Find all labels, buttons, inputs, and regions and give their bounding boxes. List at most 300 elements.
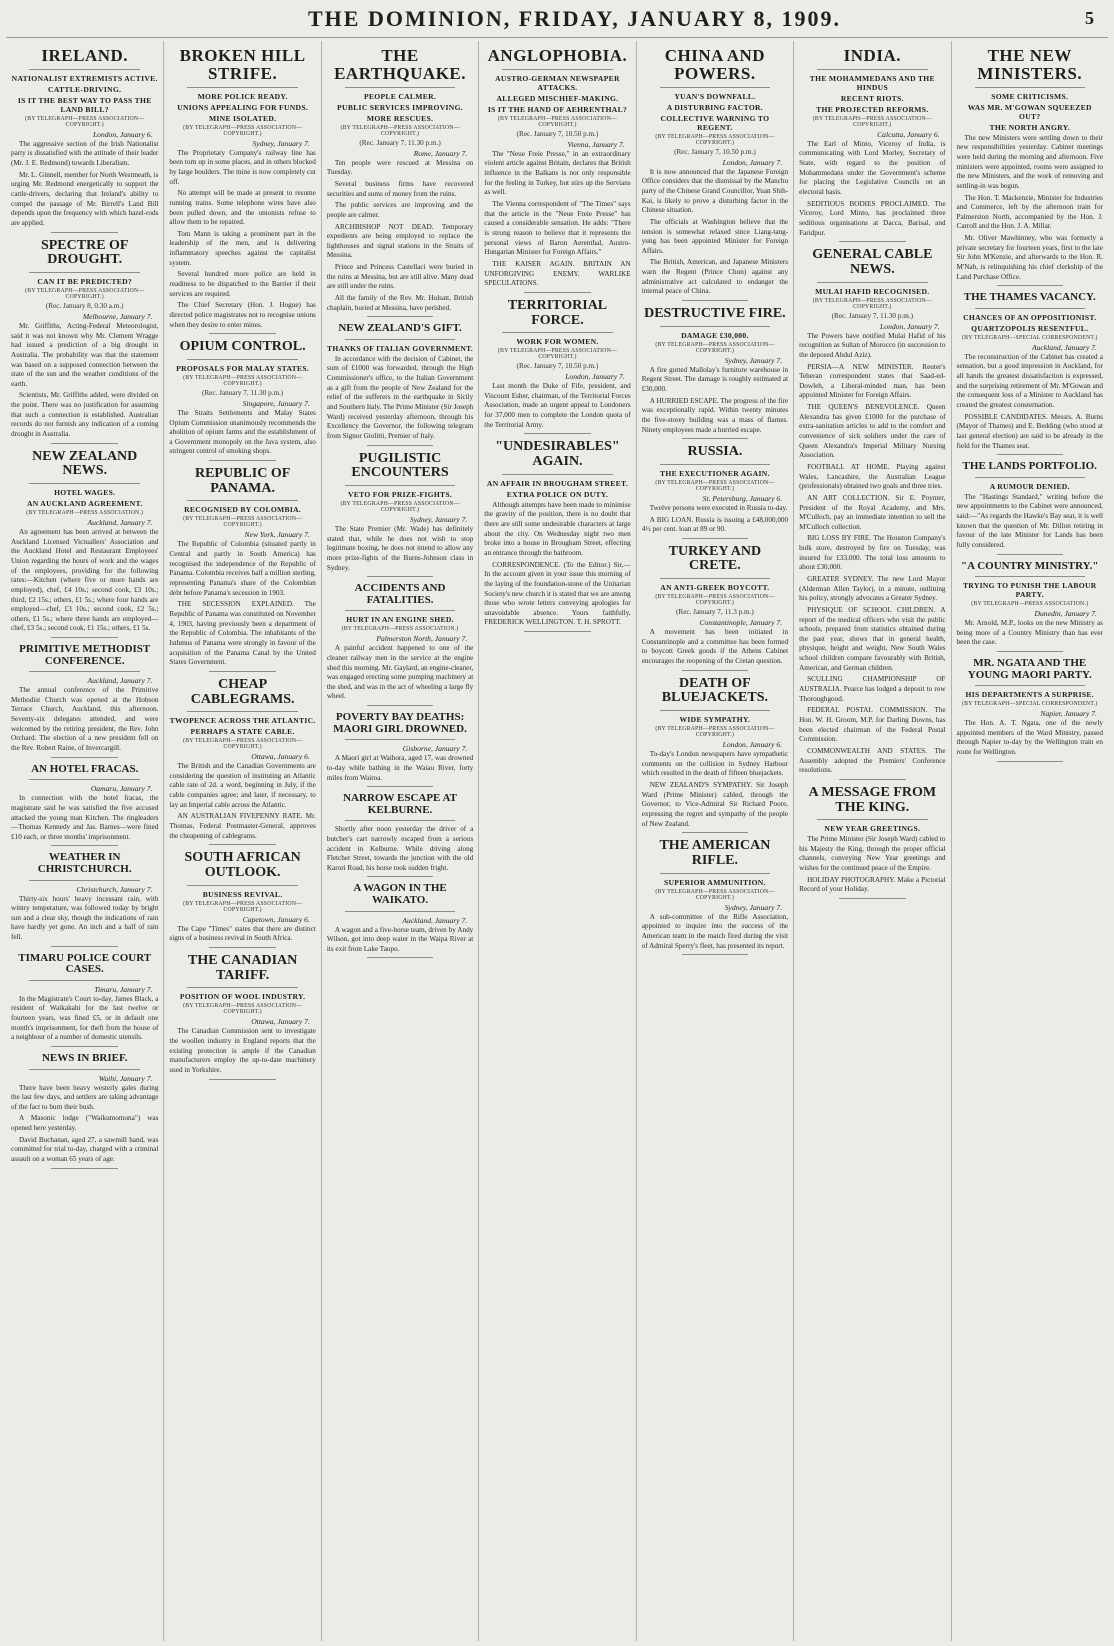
article-subheading: WAS MR. M'GOWAN SQUEEZED OUT? (967, 102, 1092, 121)
article-paragraph: Mr. Oliver Mawhinney, who was formerly a private secretary for fourteen years, first to the late Sir John M'Kenzie, and afterwards to the Hon. R. M'Nab, is relinquishing his chief clerkship of the Land Purchase Office. (956, 234, 1103, 281)
article (327, 583, 473, 706)
article-subheading: A DISTURBING FACTOR. (666, 102, 764, 112)
article-divider (682, 538, 748, 539)
article-paragraph: HOLIDAY PHOTOGRAPHY. Make a Pictorial Record of your Holiday. (799, 875, 946, 894)
headline-rule (660, 578, 770, 579)
newspaper-column (6, 41, 163, 1641)
article-paragraph: CORRESPONDENCE. (To the Editor.) Sir,—In the account given in your issue this morning of the laying of the foundation-stone of the Unitarian Society's new church it is stated that we are among those who wrote letters conveying apologies for unavoidable absence. Yours faithfully, FREDERICK WELLINGTON. T. H. SPROTT. (484, 560, 631, 627)
article-headline: THE AMERICAN RIFLE. (659, 838, 771, 868)
article-divider (209, 333, 275, 334)
article-subheading: RECENT RIOTS. (840, 93, 904, 103)
article-divider (51, 443, 118, 444)
headline-rule (187, 359, 297, 360)
article-paragraph: All the family of the Rev. Mr. Hulsatt, British chaplain, buried at Messina, have perished. (326, 294, 474, 312)
newspaper-column (636, 41, 793, 1641)
headline-rule (502, 69, 612, 70)
article-headline: SPECTRE OF DROUGHT. (40, 237, 129, 268)
article (11, 1053, 158, 1169)
article (327, 323, 473, 445)
wire-credit: (BY TELEGRAPH—PRESS ASSOCIATION.) (341, 626, 459, 633)
article-paragraph: The Earl of Minto, Viceroy of India, is communicating with Lord Morley, Secretary of State, with regard to the position of Mohammedans under the Government's scheme for placing the Legislative Councils on an electoral basis. (799, 139, 946, 197)
wire-credit: (BY TELEGRAPH—PRESS ASSOCIATION—COPYRIGHT.) (340, 500, 460, 513)
article-divider (367, 786, 433, 787)
article-paragraph: Thirty-six hours' heavy incessant rain, with wintry temperature, was followed today by bright sun and a clear sky, though the indications of rain have hardly yet gone. An inch and a half of rain fell. (11, 894, 159, 942)
article-subheading: THE MOHAMMEDANS AND THE HINDUS (809, 73, 935, 92)
dateline: Gisborne, January 7. (402, 744, 468, 754)
article-subheading: COLLECTIVE WARNING TO REGENT. (660, 113, 770, 132)
article-subheading: TRYING TO PUNISH THE LABOUR PARTY. (962, 581, 1097, 600)
received-time: (Rec. January 7, 11.3 p.m.) (676, 608, 754, 617)
headline-rule (345, 87, 455, 88)
article-paragraph: Mr. Arnold, M.P., looks on the new Ministry as being more of a Country Ministry than has ever been the case. (956, 619, 1103, 647)
article (957, 47, 1103, 286)
article-paragraph: The Straits Settlements and Malay States Opium Commission unanimously recommends the abolition of opium farms and the establishment of a Government monopoly on the Java system, also stringent control of smoking shops. (169, 408, 316, 456)
article (642, 445, 788, 539)
article-paragraph: COMMONWEALTH AND STATES. The Assembly adopted the Premiers' Conference resolutions. (799, 746, 946, 775)
article (11, 852, 158, 946)
headline-rule (29, 483, 140, 484)
article (327, 452, 473, 578)
article-paragraph: The Canadian Commission sent to investigate the woollen industry in England reports that the existing protection is ample if the Canadian manufacturers employ the up-to-date machinery used in Yorkshire. (169, 1027, 316, 1074)
dateline: New York, January 7. (244, 530, 310, 540)
article (169, 678, 315, 846)
dateline: Vienna, January 7. (567, 139, 625, 149)
article (642, 839, 788, 955)
article (642, 307, 788, 439)
article-paragraph: FEDERAL POSTAL COMMISSION. The Hon. W. H. Groom, M.P. for Darling Downs, has been elected chairman of the Federal Postal Commission. (799, 706, 946, 744)
article-subheading: MORE RESCUES. (366, 113, 434, 123)
article-subheading: ALLEGED MISCHIEF-MAKING. (496, 93, 619, 103)
article (484, 47, 630, 293)
dateline: Sydney, January 7. (409, 514, 468, 524)
article (327, 47, 473, 317)
article-subheading: SUPERIOR AMMUNITION. (664, 877, 766, 887)
article-divider (367, 445, 433, 446)
article-headline: IRELAND. (41, 46, 129, 65)
article-headline: THE LANDS PORTFOLIO. (962, 460, 1097, 473)
article-divider (682, 300, 748, 301)
article-headline: "UNDESIRABLES" AGAIN. (495, 439, 620, 470)
headline-rule (660, 326, 770, 327)
wire-credit: (BY TELEGRAPH—PRESS ASSOCIATION—COPYRIGHT.) (497, 348, 618, 361)
article-divider (209, 460, 275, 461)
article-paragraph: The aggressive section of the Irish Nationalist party is dissatisfied with the attitude of their leader (Mr. J. E. Redmond) towards Liberalism. (11, 139, 159, 168)
headline-rule (817, 69, 927, 70)
article-divider (209, 671, 275, 672)
article-divider (682, 832, 748, 833)
article-headline: CHEAP CABLEGRAMS. (190, 676, 295, 707)
article (957, 461, 1103, 554)
article-subheading: SOME CRITICISMS. (991, 91, 1069, 101)
article-subheading: EXTRA POLICE ON DUTY. (506, 489, 609, 499)
article (169, 851, 315, 948)
article-paragraph: A HURRIED ESCAPE. The progress of the fire was exceptionally rapid. Within twenty minutes the five-storey building was a mass of flames. Ninety employees made a hurried escape. (641, 396, 789, 434)
article-paragraph: The Chief Secretary (Hon. J. Hogue) has directed police magistrates not to recognise unions when they desire to enter mines. (169, 301, 316, 329)
article-subheading: MORE POLICE READY. (197, 91, 288, 101)
headline-rule (660, 710, 770, 711)
dateline: Melbourne, January 7. (82, 311, 153, 321)
article-divider (51, 232, 118, 233)
wire-credit: (BY TELEGRAPH—PRESS ASSOCIATION—COPYRIGHT.) (497, 115, 618, 128)
headline-rule (29, 272, 140, 273)
article-divider (51, 845, 118, 846)
article-headline: THE THAMES VACANCY. (963, 291, 1096, 304)
headline-rule (29, 69, 140, 70)
article-paragraph: Mr. L. Ginnell, member for North Westmeath, is urging Mr. Redmond energetically to support the cattle-drivers, declaring that Ireland's ability to compel the passage of Mr. Birrell's Land Bill depends upon the frequency with which hazel-rods are applied. (11, 170, 159, 227)
article-divider (367, 705, 433, 706)
wire-credit: (BY TELEGRAPH—PRESS ASSOCIATION—COPYRIGHT.) (183, 124, 303, 137)
article-divider (367, 576, 433, 577)
article-subheading: CHANCES OF AN OPPOSITIONIST. (963, 312, 1097, 322)
headline-rule (187, 87, 297, 88)
article-paragraph: The State Premier (Mr. Wade) has definitely stated that, while he does not wish to stop legitimate boxing, he does not intend to allow any more prize-fights of the Burns-Johnson class in Sydney. (326, 524, 474, 572)
article-divider (51, 637, 118, 638)
article-paragraph: It is now announced that the Japanese Foreign Office considers that the dismissal by the Manchu party of the Chinese Grand Councillor, Yuan Shih-Kai, is likely to prove a disturbing factor in the Chinese situation. (641, 167, 789, 215)
article-subheading: MINE ISOLATED. (208, 113, 277, 123)
dateline: Napier, January 7. (1040, 709, 1097, 719)
article-subheading: AN AUCKLAND AGREEMENT. (26, 499, 143, 509)
headline-rule (187, 711, 297, 712)
dateline: Auckland, January 7. (1032, 342, 1097, 352)
article-divider (524, 631, 590, 632)
article-divider (997, 454, 1063, 455)
article-paragraph: The public services are improving and the people are calmer. (326, 201, 474, 219)
article-subheading: YUAN'S DOWNFALL. (674, 91, 756, 101)
dateline: Auckland, January 7. (402, 915, 468, 925)
article (11, 239, 158, 444)
article-headline: OPIUM CONTROL. (179, 339, 306, 355)
wire-credit: (BY TELEGRAPH—PRESS ASSOCIATION—COPYRIGHT.) (655, 479, 775, 492)
newspaper-column (478, 41, 635, 1641)
article-paragraph: The Vienna correspondent of "The Times" says that the article in the "Neue Freie Presse" has caused a considerable sensation. He adds: "There is strong reason to believe that it represents the personal views of Baron Aerenthal, Austro-Hungarian Minister for Foreign Affairs." (484, 200, 631, 257)
wire-credit: (BY TELEGRAPH—PRESS ASSOCIATION—COPYRIGHT.) (183, 900, 303, 913)
article-paragraph: In accordance with the decision of Cabinet, the sum of £1000 was forwarded, through the High Commissioner's office, to the Italian Government as a gift from the people of New Zealand for the relief of the sufferers in the earthquake in Sicily and Southern Italy. The Prime Minister (Sir Joseph Ward) received yesterday afternoon, through his Excellency the Governor, the following telegram from Signor Giolitti, Premier of Italy. (326, 354, 474, 440)
article-subheading: NATIONALIST EXTREMISTS ACTIVE. (11, 73, 158, 83)
article-headline: GENERAL CABLE NEWS. (812, 247, 933, 277)
article (169, 954, 315, 1080)
article-subheading: PERHAPS A STATE CABLE. (190, 727, 295, 737)
dateline: Calcutta, January 6. (877, 129, 940, 139)
wire-credit: (BY TELEGRAPH—PRESS ASSOCIATION—COPYRIGHT.) (25, 115, 145, 128)
article-headline: AN HOTEL FRACAS. (31, 762, 139, 775)
article-subheading: QUARTZOPOLIS RESENTFUL. (971, 323, 1089, 333)
dateline: Capetown, January 6. (242, 914, 310, 924)
article-paragraph: Several hundred more police are held in readiness to be dispatched to the Barrier if their services are required. (169, 270, 316, 298)
article-paragraph: AN ART COLLECTION. Sir E. Poynter, President of the Royal Academy, and Mrs. M'Culloch, pay an immediate intention to sell the M'Culloch collection. (799, 493, 946, 531)
article-headline: NEW ZEALAND NEWS. (32, 448, 138, 479)
received-time: (Rec. January 7, 10.50 p.m.) (516, 129, 599, 138)
article-paragraph: In the Magistrate's Court to-day, James Black, a resident of Waikakahi for the last twelve or fourteen years, was fined £5, or in default one month's imprisonment, for theft from the house of a neighbour of a number of domestic utensils. (11, 994, 159, 1042)
article-paragraph: The "Hastings Standard," writing before the new appointments to the Cabinet were announced, said:—"As regards the Hawke's Bay seat, it is well known that the question of Mr. Dillon retiring in favour of the late Minister for Lands has been fully considered. (956, 492, 1103, 549)
article-headline: TIMARU POLICE COURT CASES. (18, 951, 152, 976)
article-paragraph: Tom Mann is taking a prominent part in the leadership of the men, and is delivering inflammatory speeches against the capitalist system. (169, 229, 316, 267)
received-time: (Rec. January 7, 10.50 p.m.) (516, 362, 599, 371)
article (642, 545, 788, 671)
dateline: Oamaru, January 7. (90, 784, 153, 794)
article-paragraph: THE QUEEN'S BENEVOLENCE. Queen Alexandra has given £1000 for the purchase of extra-sanitation articles to add to the comfort and convenience of sick soldiers under the care of Queen Alexandra's Imperial Military Nursing Association. (799, 403, 946, 460)
article-paragraph: GREATER SYDNEY. The new Lord Mayor (Alderman Allen Taylor), in a minute, outlining his policy, strongly advocates a Greater Sydney. (799, 575, 946, 603)
article (484, 440, 630, 632)
dateline: Rome, January 7. (413, 148, 468, 158)
article-paragraph: A wagon and a five-horse team, driven by Andy Wilson, got into deep water in the Waipa River at its exit from Lake Taupo. (326, 925, 474, 953)
article-headline: MR. NGATA AND THE YOUNG MAORI PARTY. (967, 657, 1092, 681)
article (327, 793, 473, 877)
dateline: Auckland, January 7. (87, 676, 153, 686)
article (327, 712, 473, 787)
article-paragraph: Several business firms have recovered securities and sums of money from the ruins. (326, 179, 474, 198)
article-divider (839, 898, 905, 899)
article-headline: NEW ZEALAND'S GIFT. (338, 322, 462, 335)
article-subheading: IS IT THE BEST WAY TO PASS THE LAND BILL? (17, 95, 152, 114)
article-subheading: HOTEL WAGES. (54, 488, 116, 498)
wire-credit: (BY TELEGRAPH—PRESS ASSOCIATION—COPYRIGHT.) (655, 133, 775, 146)
article-subheading: WORK FOR WOMEN. (516, 337, 599, 347)
headline-rule (29, 880, 140, 881)
dateline: Ottawa, January 6. (251, 752, 310, 762)
headline-rule (660, 464, 770, 465)
article-paragraph: The new Ministers were settling down to their new responsibilities yesterday. Cabinet meetings were held during the morning and afternoon. Five ministers were appointed, rooms were assigned to the new Ministers, and the work of removing and settling-in was begun. (956, 133, 1103, 190)
article-paragraph: THE KAISER AGAIN. BRITAIN AN UNFORGIVING ENEMY. WARLIKE SPECULATIONS. (484, 259, 631, 288)
article-headline: TERRITORIAL FORCE. (507, 297, 608, 328)
article-divider (367, 876, 433, 877)
wire-credit: (BY TELEGRAPH—PRESS ASSOCIATION—COPYRIGHT.) (183, 738, 303, 751)
article-divider (524, 292, 590, 293)
article-subheading: THE NORTH ANGRY. (989, 122, 1071, 132)
dateline: Sydney, January 7. (724, 355, 783, 365)
article-subheading: BUSINESS REVIVAL. (202, 889, 283, 899)
newspaper-column (793, 41, 950, 1641)
article-paragraph: The Powers have notified Mulai Hafid of his recognition as Sultan of Morocco (in succession to the deposed Abdul Aziz). (799, 331, 946, 359)
headline-rule (660, 87, 770, 88)
article-headline: SOUTH AFRICAN OUTLOOK. (184, 850, 301, 880)
article-subheading: HURT IN AN ENGINE SHED. (346, 615, 454, 625)
received-time: (Rec. January 7, 10.50 p.m.) (674, 147, 756, 156)
wire-credit: (BY TELEGRAPH—PRESS ASSOCIATION—COPYRIGHT.) (183, 1003, 303, 1016)
article-divider (51, 1046, 118, 1047)
article (484, 299, 630, 435)
article-headline: THE CANADIAN TARIFF. (187, 952, 298, 983)
wire-credit: (BY TELEGRAPH—PRESS ASSOCIATION—COPYRIGHT.) (812, 115, 932, 128)
article-paragraph: The British, American, and Japanese Ministers warn the Regent (Prince Chun) against any administrative act calculated to endanger the internal peace of China. (641, 258, 789, 296)
dateline: London, January 6. (722, 740, 783, 750)
headline-rule (29, 1069, 140, 1070)
received-time: (Rec. January 7, 11.30 p.m.) (359, 138, 441, 147)
wire-credit: (BY TELEGRAPH—PRESS ASSOCIATION.) (26, 510, 144, 517)
article-divider (839, 779, 905, 780)
newspaper-column (951, 41, 1108, 1641)
dateline: London, January 7. (722, 157, 783, 167)
article-paragraph: SEDITIOUS BODIES PROCLAIMED. The Viceroy, Lord Minto, has proclaimed three seditious organisations at Dacca, Barisal, and Faridpur. (799, 199, 946, 237)
article-headline: PRIMITIVE METHODIST CONFERENCE. (19, 643, 151, 667)
article (11, 953, 158, 1047)
article-paragraph: NEW ZEALAND'S SYMPATHY. Sir Joseph Ward (Prime Minister) cabled, through the Governor, to Vice-Admiral Sir Richard Poore, expressing the regret and sympathy of the people of New Zealand. (641, 781, 789, 828)
article-divider (682, 954, 748, 955)
article-paragraph: A sub-committee of the Rifle Association, appointed to inquire into the success of the American team in the match fired during the visit of Admiral Sperry's fleet, has presented its report. (641, 912, 789, 950)
article-headline: NARROW ESCAPE AT KELBURNE. (343, 792, 457, 816)
article (11, 47, 158, 233)
article-divider (682, 670, 748, 671)
wire-credit: (BY TELEGRAPH—PRESS ASSOCIATION.) (971, 601, 1089, 608)
article (799, 248, 945, 780)
article-headline: RUSSIA. (687, 444, 743, 460)
article-subheading: THE EXECUTIONER AGAIN. (660, 468, 770, 478)
dateline: Palmerston North, January 7. (376, 634, 468, 644)
article-headline: POVERTY BAY DEATHS: MAORI GIRL DROWNED. (333, 711, 467, 735)
article-paragraph: ARCHBISHOP NOT DEAD. Temporary expedients are being employed to replace the lighthouses and signal stations in the Straits of Messina. (326, 222, 474, 260)
article-subheading: AN AFFAIR IN BROUGHAM STREET. (486, 478, 629, 488)
article-paragraph: AN AUSTRALIAN FIVEPENNY RATE. Mr. Thomas, Federal Postmaster-General, approves the cheapening of cablegrams. (169, 812, 316, 840)
article (11, 764, 158, 847)
article-paragraph: The British and the Canadian Governments are considering the question of instituting an Atlantic cable rate of 2d. a word, beginning in July, if the cable companies agree; and later, if necessary, to lay an Imperial cable across the Atlantic. (169, 762, 316, 809)
article-subheading: VETO FOR PRIZE-FIGHTS. (347, 489, 453, 499)
dateline: Christchurch, January 7. (76, 884, 153, 894)
article-paragraph: Last month the Duke of Fife, president, and Viscount Esher, chairman, of the Territorial Forces Association, made an urgent appeal to Londoners for 37,000 men to complete the London quota of the Territorial Army. (484, 382, 631, 429)
headline-rule (187, 500, 297, 501)
dateline: Timaru, January 7. (94, 984, 153, 994)
dateline: Singapore, January 7. (242, 398, 310, 408)
article-headline: CHINA AND POWERS. (664, 46, 766, 83)
article-paragraph: PHYSIQUE OF SCHOOL CHILDREN. A report of the medical officers who visit the public schools, prepared from statistics obtained during the past year, shows that in general health, physique, height and weight, New South Wales school children compare favourably with British, American, and German children. (799, 605, 946, 672)
article-subheading: AN ANTI-GREEK BOYCOTT. (660, 583, 770, 593)
article-paragraph: PERSIA—A NEW MINISTER. Reuter's Teheran correspondent states that Saad-ed-Dowleh, a Liberal-minded man, has been appointed Minister for Foreign Affairs. (799, 362, 946, 400)
article-paragraph: Mr. Griffiths, Acting-Federal Meteorologist, said it was not known why Mr. Clement Wragge had issued a prediction of a big drought in Australia. The probability was that the statement was based on a supposed connection between the state of the sun and the weather conditions of the earth. (11, 321, 159, 388)
dateline: Ottawa, January 7. (251, 1017, 310, 1027)
article-paragraph: The Proprietary Company's railway line has been torn up in some places, and in others blocked by large boulders. The mine is now completely cut off. (169, 148, 316, 186)
wire-credit: (BY TELEGRAPH—SPECIAL CORRESPONDENT.) (962, 701, 1098, 708)
article-paragraph: BIG LOSS BY FIRE. The Houston Company's bulk store, destroyed by fire on Tuesday, was insured for £33,000. The total loss amounts to about £30,000. (799, 534, 946, 572)
article-paragraph: Prince and Princess Castellaci were buried in the ruins at Messina, but are still alive. Many dead are still under the ruins. (326, 263, 474, 291)
article-divider (367, 316, 433, 317)
article-paragraph: Scientists, Mr. Griffiths added, were divided on the point. There was no justification for assuming that such a connection is established. Australian records do not furnish any indication of a coming drought in Australia. (11, 391, 159, 439)
dateline: Auckland, January 7. (87, 518, 153, 528)
article (11, 644, 158, 758)
dateline: Constantinople, January 7. (699, 618, 783, 628)
article-subheading: MULAI HAFID RECOGNISED. (815, 286, 930, 296)
article-divider (367, 957, 433, 958)
article-subheading: POSITION OF WOOL INDUSTRY. (179, 992, 306, 1002)
headline-rule (502, 332, 612, 333)
article-headline: WEATHER IN CHRISTCHURCH. (37, 851, 132, 875)
article-subheading: TWOPENCE ACROSS THE ATLANTIC. (169, 716, 316, 726)
dateline: London, January 7. (880, 321, 940, 331)
article-columns (6, 41, 1108, 1641)
article-subheading: THE PROJECTED REFORMS. (816, 104, 929, 114)
article-subheading: RECOGNISED BY COLOMBIA. (184, 505, 302, 515)
wire-credit: (BY TELEGRAPH—PRESS ASSOCIATION—COPYRIGHT.) (340, 124, 460, 137)
article-paragraph: There have been heavy westerly gales during the last few days, and settlers are taking advantage of the fact to burn their bush. (11, 1083, 159, 1111)
wire-credit: (BY TELEGRAPH—PRESS ASSOCIATION—COPYRIGHT.) (655, 594, 775, 607)
headline-rule (975, 685, 1085, 686)
article-paragraph: SCULLING CHAMPIONSHIP OF AUSTRALIA. Pearce has lodged a deposit to row Thoroughgood. (799, 675, 946, 703)
article (169, 467, 315, 672)
headline-rule (345, 610, 455, 611)
headline-rule (29, 671, 140, 672)
wire-credit: (BY TELEGRAPH—SPECIAL CORRESPONDENT.) (962, 334, 1098, 341)
headline-rule (345, 820, 455, 821)
article (957, 561, 1103, 652)
article (11, 450, 158, 638)
article-paragraph: No attempt will be made at present to resume running trains. Some telephone wires have also been pulled down, and the unionists refuse to allow them to be repaired. (169, 189, 316, 227)
article-subheading: PROPOSALS FOR MALAY STATES. (176, 363, 310, 373)
article-paragraph: FOOTBALL AT HOME. Playing against Wales, Lancashire, the Australian League (professionals) obtained two goals and three tries. (799, 462, 946, 491)
newspaper-column (321, 41, 478, 1641)
headline-rule (660, 873, 770, 874)
article-subheading: IS IT THE HAND OF AEHRENTHAL? (487, 104, 628, 114)
article-paragraph: Shortly after noon yesterday the driver of a butcher's cart narrowly escaped from a serious accident in Kelburne. While driving along Fletcher Street, towards the junction with the old Karori Road, his horse took sudden fright. (326, 825, 474, 872)
article-headline: ANGLOPHOBIA. (487, 46, 628, 65)
article-paragraph: Ten people were rescued at Messina on Tuesday. (326, 158, 474, 177)
article-subheading: CAN IT BE PREDICTED? (37, 276, 133, 286)
masthead-title: THE DOMINION, FRIDAY, JANUARY 8, 1909. (308, 5, 841, 31)
article-paragraph: The Cape "Times" states that there are distinct signs of a business revival in South Africa. (169, 924, 316, 943)
dateline: Dunedin, January 7. (1034, 609, 1097, 619)
article (169, 340, 315, 461)
article-paragraph: A painful accident happened to one of the cleaner railway men in the service at the engine shed this morning. Mr. Gaylard, an engine-cleaner, was engaged erecting some pumping machinery at the shed, and was in the act of wheeling a large fly wheel. (326, 644, 474, 701)
article-paragraph: David Buchanan, aged 27, a sawmill hand, was committed for trial to-day, charged with a criminal assault on a woman 65 years of age. (11, 1135, 159, 1164)
article (642, 677, 788, 834)
article-divider (997, 651, 1063, 652)
article-headline: A WAGON IN THE WAIKATO. (353, 882, 447, 906)
article-divider (997, 554, 1063, 555)
headline-rule (29, 779, 140, 780)
article-paragraph: The Republic of Colombia (situated partly in Central and partly in South America) has recognised the independence of the Republic of Panama. Colombia receives half a million sterling, representing Panama's share of the Colombian debt before Panama's secession in 1903. (169, 540, 316, 597)
article-subheading: WIDE SYMPATHY. (679, 715, 751, 725)
article-divider (51, 946, 118, 947)
article (957, 292, 1103, 455)
article-paragraph: The "Neue Freie Presse," in an extraordinary violent article against Britain, declares that British influence in the Balkans is not only responsible for the feeling in Turkey, but stirs up the Servians as well. (484, 149, 631, 197)
article-paragraph: Although attempts have been made to minimise the gravity of the position, there is no doubt that there are still some undesirable characters at large about the city. On Wednesday night two men broke into a house in Brougham Street, effecting an entrance through the bathroom. (484, 500, 631, 557)
article-subheading: THANKS OF ITALIAN GOVERNMENT. (327, 343, 474, 353)
received-time: (Rec. January 7, 11.30 p.m.) (201, 388, 284, 397)
headline-rule (975, 87, 1085, 88)
article-paragraph: A movement has been initiated in Constantinople and a committee has been formed to boycott Greek goods if the Athens Cabinet encourages the reopening of the Cretan question. (641, 628, 789, 666)
article-paragraph: Twelve persons were executed in Russia to-day. (649, 503, 788, 512)
article-subheading: DAMAGE £30,000. (681, 330, 749, 340)
newspaper-column (163, 41, 320, 1641)
article-paragraph: A BIG LOAN. Russia is issuing a £48,000,000 4½ per cent. loan at 89 or 90. (641, 515, 789, 534)
article-headline: INDIA. (843, 46, 901, 65)
article-headline: THE EARTHQUAKE. (334, 46, 467, 83)
article-paragraph: The Prime Minister (Sir Joseph Ward) cabled to his Majesty the King, through the proper official channels, conveying New Year greetings and wishes for the continued peace of the Empire. (799, 835, 946, 873)
article-subheading: NEW YEAR GREETINGS. (824, 824, 921, 834)
dateline: Sydney, January 7. (724, 902, 783, 912)
headline-rule (817, 282, 927, 283)
headline-rule (345, 485, 455, 486)
article-headline: ACCIDENTS AND FATALITIES. (354, 582, 446, 606)
article-subheading: HIS DEPARTMENTS A SURPRISE. (965, 690, 1094, 700)
dateline: London, January 6. (92, 129, 153, 139)
article-paragraph: The officials at Washington believe that the tension is somewhat relaxed since Liang-tang-yung has been appointed Minister for Foreign Affairs. (641, 217, 789, 255)
article-divider (51, 757, 118, 758)
article-headline: DEATH OF BLUEJACKETS. (661, 675, 768, 706)
article-subheading: PUBLIC SERVICES IMPROVING. (337, 102, 463, 112)
article-divider (682, 438, 748, 439)
dateline: Sydney, January 7. (252, 138, 310, 148)
article-paragraph: A Maori girl at Waihora, aged 17, was drowned to-day while bathing in the Waiau River, forty miles from Wairoa. (326, 754, 474, 782)
masthead (6, 0, 1108, 38)
article-headline: "A COUNTRY MINISTRY." (961, 559, 1099, 572)
article-paragraph: THE SECESSION EXPLAINED. The Republic of Panama was constituted on November 4, 1903, having previously been a department of the Republic of Colombia. The inhabitants of the Isthmus of Panama were strongly in favour of the acquisition of the Panama Canal by the United States Government. (169, 600, 316, 667)
article-paragraph: POSSIBLE CANDIDATES. Messrs. A. Burns (Mayor of Thames) and E. Bedding (who stood at last general election) are said to be already in the field for the Thames seat. (956, 412, 1103, 450)
article-paragraph: The annual conference of the Primitive Methodist Church was opened at the Hobson Terrace Church, Auckland, this afternoon. Seventy-six delegates attended, and were welcomed by the retiring president, the Rev. John Orchard. The election of a new president fell on the Rev. Robert Raine, of Invercargill. (11, 686, 159, 753)
dateline: Waihi, January 7. (98, 1073, 153, 1083)
wire-credit: (BY TELEGRAPH—PRESS ASSOCIATION—COPYRIGHT.) (655, 888, 775, 901)
article-headline: THE NEW MINISTERS. (977, 46, 1083, 83)
article-divider (51, 1168, 118, 1169)
headline-rule (817, 819, 927, 820)
article (642, 47, 788, 301)
article (799, 47, 945, 242)
